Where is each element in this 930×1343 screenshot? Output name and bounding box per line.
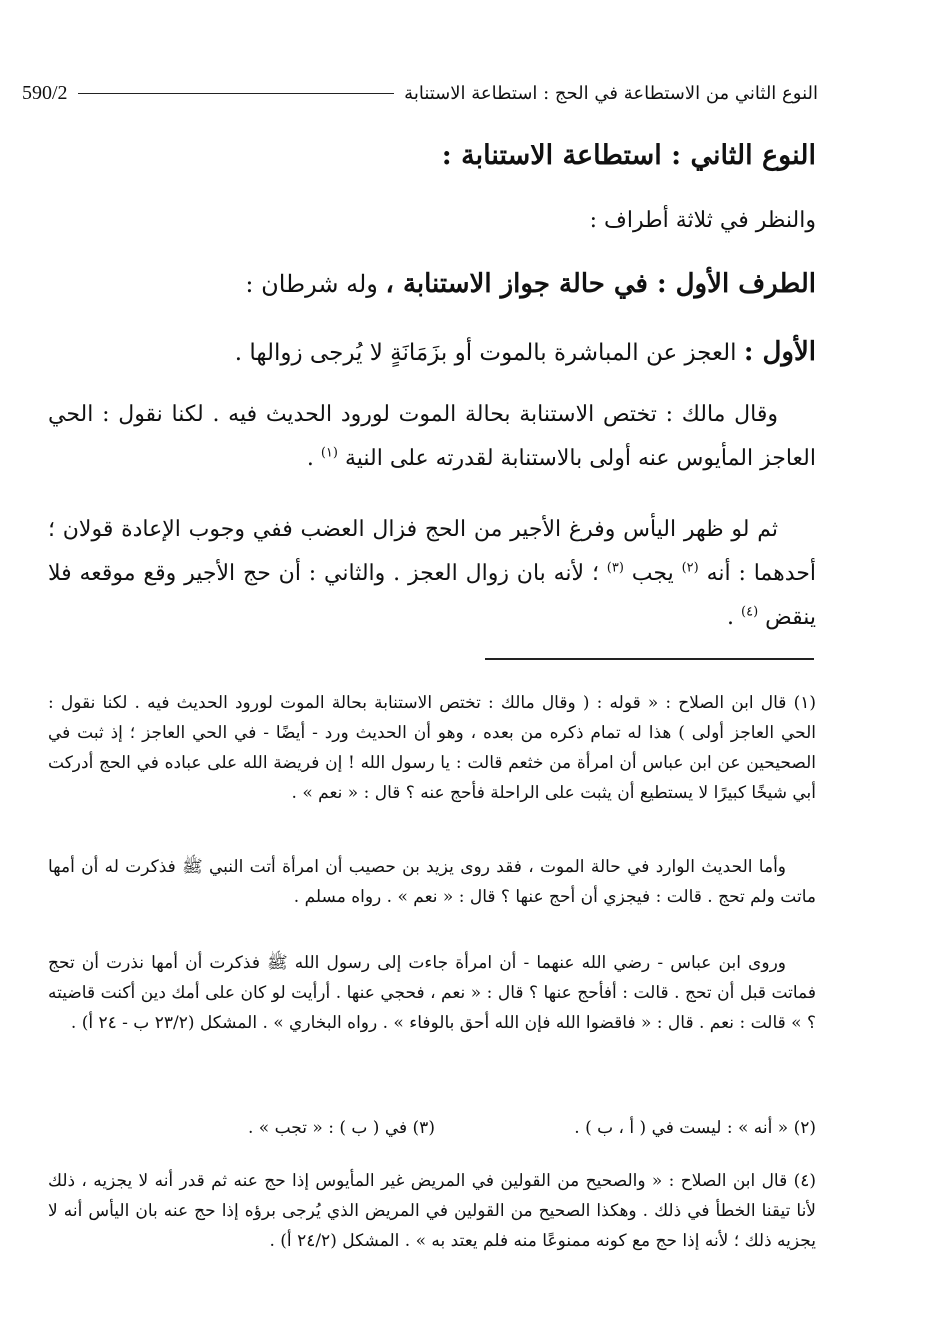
footnote-1-part-2: وأما الحديث الوارد في حالة الموت ، فقد روى يزيد بن حصيب أن امرأة أتت النبي ﷺ فذكرت له أن أمها ماتت ولم تحج . قالت : فيجزي أن أحج عنها ؟ قال : « نعم » . رواه مسلم . (48, 857, 816, 907)
footnote-3: (٣) في ( ب ) : « تجب » . (248, 1118, 435, 1138)
running-header (22, 78, 818, 108)
despair-paragraph (48, 508, 816, 640)
footnote-ref-3: (٣) (606, 560, 624, 576)
despair-text-b: يجب (631, 561, 682, 586)
part-heading (48, 262, 816, 306)
footnote-ref-1: (١) (320, 445, 338, 461)
despair-end: . (727, 605, 742, 630)
footnote-2: (٢) « أنه » : ليست في ( أ ، ب ) . (574, 1118, 816, 1138)
footnote-separator (485, 658, 814, 660)
footnote-1-part-3: وروى ابن عباس - رضي الله عنهما - أن امرأة جاءت إلى رسول الله ﷺ فذكرت أن أمها نذرت أن تحج فماتت قبل أن تحج . قالت : أفأحج عنها ؟ قال : « نعم ، فحجي عنها . أرأيت لو كان على أمك دين أكنت قاضيته ؟ » قالت : نعم . قال : « فاقضوا الله فإن الله أحق بالوفاء » . رواه البخاري » . المشكل (٢٣/٢ ب - ٢٤ أ) . (48, 953, 816, 1033)
footnote-ref-2: (٢) (681, 560, 699, 576)
first-condition-label: الأول : (743, 337, 816, 367)
part-heading-bold: الطرف الأول : في حالة جواز الاستنابة ، (385, 269, 816, 299)
footnote-1-part-1: (١) قال ابن الصلاح : « قوله : ( وقال مالك : تختص الاستنابة بحالة الموت لورود الحديث فيه . لكنا نقول : الحي العاجز أولى ) هذا له تمام ذكره من بعده ، وهو أن الحديث ورد - أيضًا - في الحي العاجز ؛ إذ ثبت في الصحيحين عن ابن عباس أن امرأة من خثعم قالت : يا رسول الله ! إن فريضة الله على عباده في الحج أدركت أبي شيخًا كبيرًا لا يستطيع أن يثبت على الراحلة فأحج عنه ؟ قال : « نعم » . (48, 693, 816, 803)
despair-text-a: ثم لو ظهر اليأس وفرغ الأجير من الحج فزال العضب ففي وجوب الإعادة قولان ؛ أحدهما : أنه (48, 517, 817, 586)
footnote-4: (٤) قال ابن الصلاح : « والصحيح من القولين في المريض غير المأيوس إذا حج عنه ثم قدر أنه لا يجزيه ، ذلك لأنا تيقنا الخطأ في ذلك . وهكذا الصحيح من القولين في المريض الذي يُرجى برؤه إذا حج عنه بان اليأس أنه لا يجزيه ذلك ؛ لأنه إذا حج مع كونه ممنوعًا منه فلم يعتد به » . المشكل (٢٤/٢ أ) . (48, 1171, 816, 1251)
malik-text: وقال مالك : تختص الاستنابة بحالة الموت لورود الحديث فيه . لكنا نقول : الحي العاجز المأيوس عنه أولى بالاستنابة لقدرته على النية (48, 402, 816, 471)
malik-paragraph (48, 393, 816, 481)
intro-paragraph: والنظر في ثلاثة أطراف : (589, 208, 816, 233)
header-rule (78, 93, 395, 94)
page-number: 590/2 (22, 81, 68, 104)
footnote-ref-4: (٤) (741, 604, 759, 620)
part-heading-rest: وله شرطان : (245, 270, 386, 298)
running-title: النوع الثاني من الاستطاعة في الحج : استطاعة الاستنابة (404, 82, 818, 104)
section-heading: النوع الثاني : استطاعة الاستنابة : (441, 140, 816, 171)
footnotes-2-3-row (48, 1118, 816, 1138)
first-condition (48, 330, 816, 375)
despair-text-c: ؛ لأنه بان زوال العجز . والثاني : أن حج الأجير وقع موقعه فلا ينقض (48, 561, 816, 630)
first-condition-text: العجز عن المباشرة بالموت أو بزَمَانَةٍ لا يُرجى زوالها . (234, 340, 744, 366)
malik-end: . (306, 446, 321, 471)
